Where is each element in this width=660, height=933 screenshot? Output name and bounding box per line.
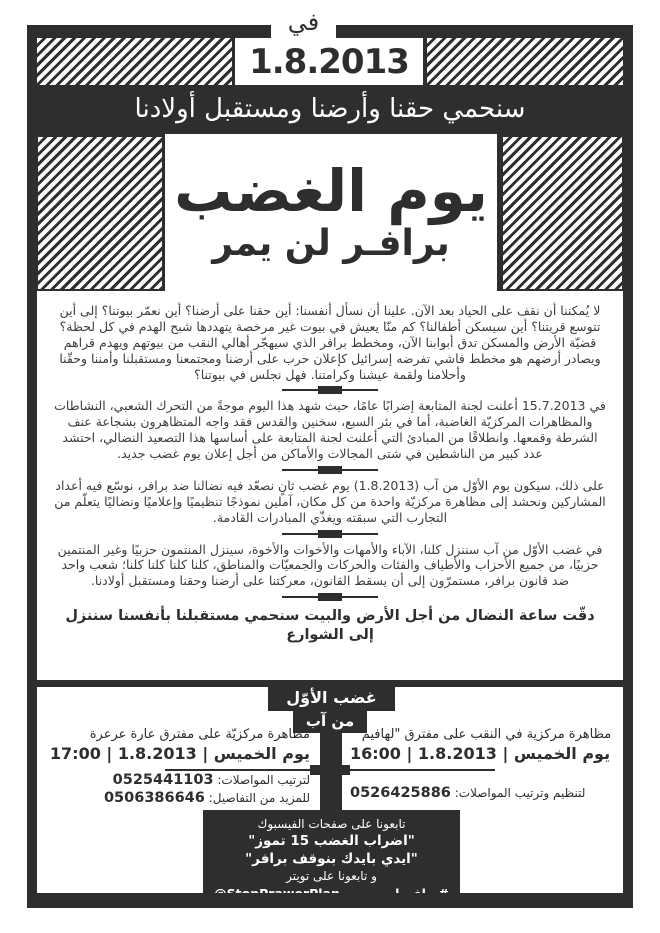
- facebook-page-2: "ايدي بايدك بنوقف برافر": [245, 851, 418, 867]
- event-negev: [350, 726, 617, 803]
- arara-transport-line: [41, 772, 310, 790]
- facebook-intro: تابعونا على صفحات الفيسبوك: [257, 817, 406, 831]
- event-arara-title: مظاهرة مركزيّة على مفترق عارة عرعرة: [89, 727, 310, 742]
- frame-bottom-border: [27, 893, 633, 908]
- frame-left-border: [27, 25, 37, 908]
- section-divider: [282, 469, 378, 471]
- date-box: [235, 38, 423, 85]
- arara-details-phone: 0506386646: [103, 789, 205, 806]
- arara-transport-phone: 0525441103: [112, 772, 214, 788]
- event-negev-datetime: يوم الخميس | 1.8.2013 | 16:00: [350, 744, 611, 763]
- body-text: [37, 291, 623, 680]
- frame-right-border: [623, 25, 633, 908]
- arara-transport-label: لترتيب المواصلات:: [217, 773, 310, 787]
- hatch-panel-top-right: [37, 38, 232, 85]
- event-badge-line1: غضب الأوّل: [268, 683, 395, 711]
- arara-details-label: للمزيد من التفاصيل:: [208, 790, 310, 805]
- center-square: [310, 765, 350, 775]
- twitter-intro: و تابعونا على تويتر: [286, 869, 377, 883]
- poster-title: يوم الغضب: [174, 157, 488, 226]
- call-to-action: دقّت ساعة النضال من أجل الأرض والبيت سنحمي مستقبلنا بأنفسنا سننزل إلى الشوارع: [65, 608, 595, 643]
- event-arara-datetime: يوم الخميس | 1.8.2013 | 17:00: [49, 744, 310, 763]
- section-divider: [282, 533, 378, 535]
- hatch-panel-middle-right: [38, 137, 162, 289]
- negev-transport-label: لتنظيم وترتيب المواصلات:: [454, 786, 586, 800]
- top-border-segment: [336, 25, 633, 38]
- section-divider: [282, 389, 378, 391]
- event-badge-line2: من آب: [293, 711, 367, 733]
- tagline: سنحمي حقنا وأرضنا ومستقبل أولادنا: [134, 94, 526, 124]
- hatch-panel-middle-left: [503, 137, 622, 289]
- paragraph-1: لا يُمكننا أن نقف على الحياد بعد الآن. علينا أن نسأل أنفسنا: أين حقنا على أرضنا؟ أين نعمّر بيوتنا؟ إلى أين تتوسع قريتنا؟ أين سيسكن أطفالنا؟ كم منّا يعيش في بيوت غير مرخصة يتهددها شبح الهدم في كل لحظة؟ قضيّة الأرض والمسكن تدق أبوابنا الآن، ومخطط برافر الذي سيهجّر أهالي النقب من بيوتهم ويهدم قراهم ويصادر أرضهم هو مخطط فاشي تفرضه إسرائيل كإعلان حرب على أرضنا ومجتمعنا ومستقبلنا وأمننا وحقّنا وأحلامنا ولقمة عيشنا وكرامتنا. فهل نجلس في بيوتنا؟: [59, 303, 601, 382]
- hatch-panel-top-left: [427, 38, 623, 85]
- date-preposition: في: [287, 8, 320, 36]
- paragraph-3: على ذلك، سيكون يوم الأوّل من آب (1.8.2013) يوم غضب ثانٍ نصعّد فيه نضالنا ضد برافر، نوسّع فيه أعداد المشاركين ونحشد إلى مظاهرة مركزيّة واحدة من كل مكان، آملين نموذجًا تنظيميًا وإعلاميًا ونضاليًا يتعلّم من التجارب التي سبقته ويغذّي المبادرات القادمة.: [54, 477, 606, 525]
- poster-subtitle: برافـر لن يمر: [212, 223, 450, 265]
- facebook-page-1: "اضراب الغضب 15 تموز": [248, 833, 415, 849]
- header-block: [37, 38, 623, 291]
- event-arara: [41, 726, 310, 807]
- arara-details-line: [41, 790, 310, 808]
- paragraph-2: في 15.7.2013 أعلنت لجنة المتابعة إضرابًا عامًا، حيث شهد هذا اليوم موجةً من التحرك الشعبي، النشاطات والمظاهرات المركزيّة الغاضبة، أما في بئر السبع، سخنين والقدس فقد واجه المتظاهرون بشجاعة عنف الشرطة وقمعها. وانطلاقًا من المبادئ التي أعلنت لجنة المتابعة على أساسها هذا التصعيد النضالي، احتشد عدد كبير من الناشطين في شتى المجالات والأماكن من أجل إعلان يوم غضب جديد.: [54, 398, 606, 461]
- event-negev-title: مظاهرة مركزية في النقب على مفترق "لهافيم": [355, 727, 612, 742]
- paragraph-4: في غضب الأوّل من آب سننزل كلنا، الآباء والأمهات والأخوات والأخوة، سينزل المنتمون حزبيًا وغير المنتمين حزبيًا، من جميع الأحزاب والأطياف والفئات والحركات والجمعيّات والمناطق، كلنا كلنا كلنا كلنا؛ شعب واحد ضد قانون برافر، مستمرّون إلى أن يسقط القانون، معركتنا على أرضنا وحقنا ومستقبل أولادنا.: [57, 541, 603, 589]
- event-arara-phones: [41, 772, 310, 807]
- title-box: [165, 134, 497, 291]
- poster-frame: [27, 8, 633, 908]
- top-border-segment: [27, 25, 271, 38]
- section-divider: [282, 596, 378, 598]
- negev-transport-phone: 0526425886: [350, 785, 451, 801]
- event-date: 1.8.2013: [249, 41, 409, 82]
- event-negev-phones: [350, 785, 617, 803]
